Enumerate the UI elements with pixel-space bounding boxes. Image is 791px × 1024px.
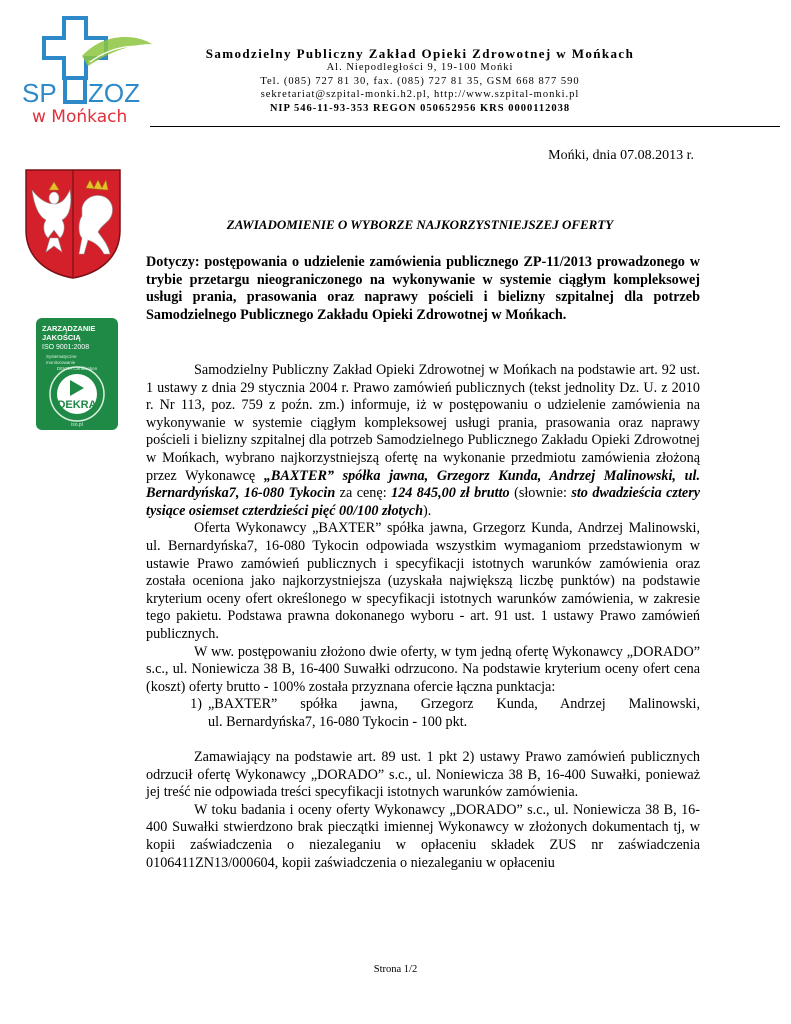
document-subject: Dotyczy: postępowania o udzielenie zamówienia publicznego ZP-11/2013 prowadzonego w trybie przetargu nieograniczonego na wykonywanie w systemie ciągłym kompleksowej usługi prania, prasowania oraz naprawy pościeli i bielizny szpitalnej dla potrzeb Samodzielnego Publicznego Zakładu Opieki Zdrowotnej w Mońkach. (146, 254, 700, 323)
page-number: Strona 1/2 (373, 964, 418, 975)
sp-zoz-logo (18, 14, 158, 126)
list-item-number: 1) (190, 696, 202, 713)
logo-zoz: ZOZ (88, 78, 140, 108)
org-name: Samodzielny Publiczny Zakład Opieki Zdrowotnej w Mońkach (205, 46, 635, 61)
coat-of-arms-icon (24, 168, 122, 280)
paragraph-3: W ww. postępowaniu złożono dwie oferty, w tym jedną ofertę Wykonawcy „DORADO” s.c., ul. Noniewicza 38 B, 16-400 Suwałki odrzucono. Na podstawie kryterium oceny ofert cena (koszt) oferty brutto - 100% została przyznana ofercie łączna punktacja: (146, 643, 700, 695)
org-address: Al. Niepodległości 9, 19-100 Mońki (326, 62, 514, 73)
svg-text:monitorowanie: monitorowanie (46, 360, 76, 365)
document-body (146, 362, 700, 872)
svg-text:DEKRA Certification: DEKRA Certification (56, 366, 98, 371)
svg-text:JAKOŚCIĄ: JAKOŚCIĄ (42, 333, 81, 342)
svg-text:ISO 9001:2008: ISO 9001:2008 (42, 344, 90, 351)
logo-sp: SP (22, 78, 57, 108)
list-item-line1: „BAXTER” spółka jawna, Grzegorz Kunda, Andrzej Malinowski, (208, 696, 700, 713)
svg-text:ZARZĄDZANIE: ZARZĄDZANIE (42, 324, 96, 333)
document-title: ZAWIADOMIENIE O WYBORZE NAJKORZYSTNIEJSZEJ OFERTY (226, 217, 614, 232)
iso-certificate-badge (36, 318, 118, 430)
document-date: Mońki, dnia 07.08.2013 r. (548, 148, 694, 163)
letterhead (150, 46, 690, 116)
svg-text:DEKRA: DEKRA (57, 399, 97, 411)
leaf-icon (82, 37, 152, 66)
paragraph-5: W toku badania i oceny oferty Wykonawcy „DORADO” s.c., ul. Noniewicza 38 B, 16-400 Suwałki stwierdzono brak pieczątki imiennej Wykonawcy w złożonych dokumentach tj, w kopii zaświadczenia o niezaleganiu w opłaceniu składek ZUS nr zaświadczenia 0106411ZN13/000604, kopii zaświadczenia o niezaleganiu w opłaceniu (146, 801, 700, 871)
paragraph-1: Samodzielny Publiczny Zakład Opieki Zdrowotnej w Mońkach na podstawie art. 92 ust. 1 ustawy z dnia 29 stycznia 2004 r. Prawo zamówień publicznych (tekst jednolity Dz. U. z 2010 r. Nr 113, poz. 759 z poźn. zm.) informuje, iż w postępowaniu o udzielenie zamówienia na wykonywanie w systemie ciągłym kompleksowej usługi prania, prasowania oraz naprawy pościeli i bielizny szpitalnej dla potrzeb Samodzielnego Publicznego Zakładu Opieki Zdrowotnej w Mońkach, wybrano najkorzystniejszą ofertę na wykonanie przedmiotu zamówienia złożoną przez Wykonawcę „BAXTER” spółka jawna, Grzegorz Kunda, Andrzej Malinowski, ul. Bernardyńska7, 16-080 Tykocin za cenę: 124 845,00 zł brutto (słownie: sto dwadzieścia cztery tysiące osiemset czterdzieści pięć 00/100 złotych). (146, 362, 701, 519)
paragraph-4: Zamawiający na podstawie art. 89 ust. 1 pkt 2) ustawy Prawo zamówień publicznych odrzucił ofertę Wykonawcy „DORADO” s.c., ul. Noniewicza 38 B, 16-400 Suwałki, ponieważ jej treść nie odpowiada treści specyfikacji istotnych warunków zamówienia. (146, 749, 700, 801)
logo-town: w Mońkach (32, 107, 128, 126)
svg-text:iso.pl: iso.pl (71, 422, 83, 428)
paragraph-2: Oferta Wykonawcy „BAXTER” spółka jawna, Grzegorz Kunda, Andrzej Malinowski, ul. Bernardyńska7, 16-080 Tykocin odpowiada wszystkim wymaganiom przedstawionym w ustawie Prawo zamówień publicznych i specyfikacji istotnych warunków zamówienia oraz została oceniona jako najkorzystniejsza (uzyskała największą liczbę punktów) na podstawie kryterium oceny ofert określonego w specyfikacji istotnych warunków zamówienia, w zakresie tego pakietu. Podstawa prawna dokonanego wyboru - art. 91 ust. 1 ustawy Prawo zamówień publicznych. (146, 520, 700, 642)
list-item-line2: ul. Bernardyńska7, 16-080 Tykocin - 100 pkt. (208, 713, 468, 730)
org-phones: Tel. (085) 727 81 30, fax. (085) 727 81 35, GSM 668 877 590 (260, 75, 580, 87)
list-item (146, 696, 700, 731)
scoring-list (146, 696, 700, 731)
org-ids: NIP 546-11-93-353 REGON 050652956 KRS 0000112038 (269, 102, 571, 114)
org-contacts: sekretariat@szpital-monki.h2.pl, http://www.szpital-monki.pl (260, 89, 580, 100)
header-rule (150, 126, 780, 127)
svg-text:Systematyczne: Systematyczne (46, 354, 77, 359)
